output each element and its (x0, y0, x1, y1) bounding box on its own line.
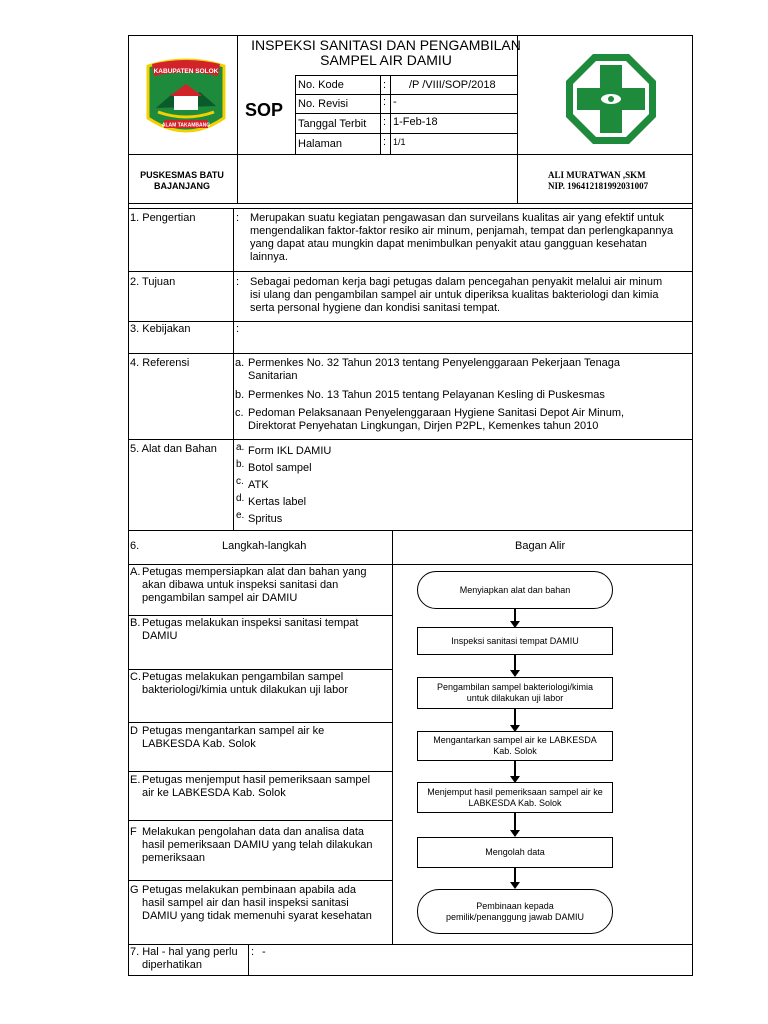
item-letter: b. (236, 459, 245, 470)
pengertian-line: Merupakan suatu kegiatan pengawasan dan surveilans kualitas air yang efektif untuk (250, 212, 664, 224)
step-letter: F (130, 826, 137, 838)
referensi-item (235, 407, 625, 432)
step-row (130, 826, 373, 864)
step-line: hasil sampel air dan hasil inspeksi sanitasi (142, 897, 349, 909)
referensi-item (235, 357, 621, 382)
section-tujuan-text (250, 276, 662, 315)
langkah-number: 6. (130, 540, 140, 552)
langkah-header: Langkah-langkah (222, 540, 307, 552)
hal-label-line: diperhatikan (142, 959, 202, 971)
tujuan-line: Sebagai pedoman kerja bagi petugas dalam pencegahan penyakit melalui air minum (250, 276, 663, 288)
field-value-kode: /P /VIII/SOP/2018 (409, 79, 496, 91)
alat-item: Botol sampel (248, 462, 312, 474)
sop-label: SOP (245, 100, 284, 120)
field-value-tanggal: 1-Feb-18 (393, 116, 438, 128)
referensi-line: Direktorat Penyehatan Lingkungan, Dirjen P2PL, Kemenkes tahun 2010 (248, 420, 599, 432)
item-letter: b. (235, 389, 245, 401)
flow-process-box (417, 731, 613, 761)
section-hal-value: - (262, 946, 266, 958)
referensi-item (235, 389, 605, 402)
field-label-kode: No. Kode (298, 79, 344, 91)
flow-line: Mengantarkan sampel air ke LABKESDA (433, 735, 597, 745)
alat-item: Spritus (248, 513, 283, 525)
field-label-halaman: Halaman (298, 138, 343, 150)
section-pengertian-label: 1. Pengertian (130, 212, 196, 224)
section-pengertian-text (250, 212, 673, 264)
step-line: hasil pemeriksaan DAMIU yang telah dilakukan (142, 839, 373, 851)
section-kebijakan-sep: : (236, 323, 240, 335)
item-letter: e. (236, 510, 245, 521)
flow-line: Menjemput hasil pemeriksaan sampel air ke (427, 786, 603, 797)
bagan-alir-header: Bagan Alir (515, 540, 566, 552)
item-letter: c. (235, 407, 244, 419)
field-value-revisi: - (393, 96, 397, 108)
flow-arrow (514, 709, 516, 726)
section-hal-label (130, 946, 238, 972)
step-line: pemeriksaan (142, 852, 205, 864)
title-line-2: SAMPEL AIR DAMIU (320, 52, 452, 68)
flow-arrow (514, 609, 516, 622)
org-line-1: PUSKESMAS BATU (140, 170, 224, 180)
tujuan-line: isi ulang dan pengambilan sampel air untuk diperiksa kualitas bakteriologi dan kimia (250, 289, 659, 301)
step-line: DAMIU (142, 630, 178, 642)
step-letter: E. (130, 774, 141, 786)
hal-label-line: 7. Hal - hal yang perlu (130, 946, 238, 958)
alat-item: ATK (248, 479, 269, 491)
alat-item: Kertas label (248, 496, 307, 508)
flow-arrow (514, 813, 516, 831)
flow-line: untuk dilakukan uji labor (466, 693, 564, 703)
field-sep-halaman: : (383, 136, 387, 148)
flow-end-terminal (417, 889, 613, 934)
field-label-tanggal: Tanggal Terbit (298, 118, 367, 130)
flow-line: Pengambilan sampel bakteriologi/kimia (436, 682, 594, 692)
signer-block (548, 170, 688, 192)
step-row (130, 725, 325, 750)
flow-process-box (417, 837, 613, 868)
field-label-revisi: No. Revisi (298, 98, 349, 110)
step-row (130, 566, 367, 604)
step-row (130, 617, 359, 642)
svg-text:KABUPATEN SOLOK: KABUPATEN SOLOK (153, 68, 219, 75)
item-letter: c. (236, 476, 244, 487)
step-line: Petugas mempersiapkan alat dan bahan yang (142, 566, 367, 578)
section-tujuan-label: 2. Tujuan (130, 276, 176, 288)
flow-process-box (417, 677, 613, 709)
flow-line: Kab. Solok (493, 746, 537, 756)
referensi-line: Permenkes No. 32 Tahun 2013 tentang Penyelenggaraan Pekerjaan Tenaga (248, 357, 621, 369)
step-row (130, 774, 371, 799)
step-row (130, 671, 349, 696)
step-line: akan dibawa untuk inspeksi sanitasi dan (142, 579, 339, 591)
document-title (238, 38, 534, 68)
section-pengertian-sep: : (236, 212, 240, 224)
step-letter: G (130, 884, 139, 896)
step-line: DAMIU yang tidak memenuhi syarat kesehatan (142, 910, 372, 922)
pengertian-line: lainnya. (250, 251, 288, 263)
field-value-halaman: 1/1 (393, 137, 406, 147)
item-letter: a. (236, 442, 245, 453)
field-sep-tanggal: : (383, 116, 387, 128)
step-line: LABKESDA Kab. Solok (142, 738, 256, 750)
svg-text:ALAM TAKAMBANG: ALAM TAKAMBANG (161, 122, 211, 129)
step-row (130, 884, 372, 922)
step-line: Melakukan pengolahan data dan analisa data (142, 826, 365, 838)
flow-arrow (514, 655, 516, 671)
step-letter: D (130, 725, 138, 737)
step-line: air ke LABKESDA Kab. Solok (142, 787, 286, 799)
signer-name: ALI MURATWAN ,SKM (548, 170, 646, 180)
org-name (129, 170, 235, 192)
section-alat-label: 5. Alat dan Bahan (130, 443, 217, 455)
flow-start-terminal (417, 571, 613, 609)
step-line: Petugas melakukan pengambilan sampel (142, 671, 344, 683)
section-referensi-label: 4. Referensi (130, 357, 190, 369)
flow-line: Inspeksi sanitasi tempat DAMIU (451, 635, 579, 646)
step-line: Petugas melakukan pembinaan apabila ada (142, 884, 357, 896)
step-line: Petugas melakukan inspeksi sanitasi tempat (142, 617, 359, 629)
step-letter: C. (130, 671, 141, 683)
step-letter: A. (130, 566, 141, 578)
puskesmas-logo (563, 51, 659, 147)
step-line: pengambilan sampel air DAMIU (142, 592, 298, 604)
signer-nip: NIP. 196412181992031007 (548, 181, 649, 191)
pengertian-line: mengendalikan faktor-faktor resiko air minum, penjamah, tempat dan perlengkapannya (250, 225, 674, 237)
flow-line: pemilik/penanggung jawab DAMIU (445, 911, 585, 922)
flow-process-box (417, 782, 613, 813)
referensi-line: Permenkes No. 13 Tahun 2015 tentang Pelayanan Kesling di Puskesmas (248, 389, 605, 401)
step-letter: B. (130, 617, 141, 629)
field-sep-kode: : (383, 79, 387, 91)
flow-process-box (417, 627, 613, 655)
step-line: Petugas mengantarkan sampel air ke (142, 725, 325, 737)
flow-line: Menyiapkan alat dan bahan (459, 584, 571, 595)
flow-line: LABKESDA Kab. Solok (468, 797, 562, 808)
item-letter: d. (236, 493, 245, 504)
flow-arrow (514, 761, 516, 777)
section-tujuan-sep: : (236, 276, 240, 288)
pengertian-line: yang dapat atau mungkin dapat menimbulkan penyakit atau gangguan kesehatan (250, 238, 647, 250)
step-line: Petugas menjemput hasil pemeriksaan sampel (142, 774, 371, 786)
org-line-2: BAJANJANG (153, 181, 210, 191)
step-line: bakteriologi/kimia untuk dilakukan uji labor (142, 684, 349, 696)
alat-item: Form IKL DAMIU (248, 445, 332, 457)
referensi-line: Pedoman Pelaksanaan Penyelenggaraan Hygiene Sanitasi Depot Air Minum, (248, 407, 625, 419)
flow-line: Pembinaan kepada (476, 900, 554, 911)
title-line-1: INSPEKSI SANITASI DAN PENGAMBILAN (251, 37, 521, 53)
referensi-line: Sanitarian (248, 370, 298, 382)
field-sep-revisi: : (383, 96, 387, 108)
section-hal-sep: : (251, 946, 255, 958)
item-letter: a. (235, 357, 245, 369)
flow-arrow (514, 868, 516, 883)
flow-line: Mengolah data (485, 847, 545, 857)
tujuan-line: serta personal hygiene dan kondisi sanitasi tempat. (250, 302, 501, 314)
section-kebijakan-label: 3. Kebijakan (130, 323, 191, 335)
kabupaten-solok-logo (142, 56, 230, 140)
